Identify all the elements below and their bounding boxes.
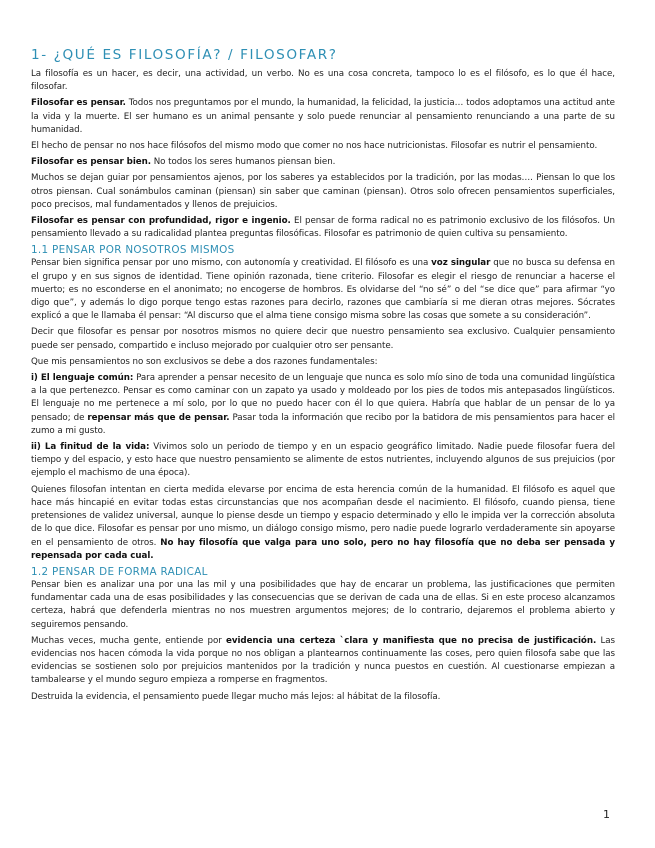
- page-title: 1- ¿QUÉ ES FILOSOFÍA? / FILOSOFAR?: [31, 47, 338, 63]
- paragraph: La filosofía es un hacer, es decir, una actividad, un verbo. No es una cosa concreta, tampoco lo es el filósofo, es lo que él hace, filosofar.: [31, 69, 615, 93]
- paragraph: Pensar bien significa pensar por uno mismo, con autonomía y creatividad. El filósofo es una voz singular que no busca su defensa en el grupo y en sus signos de identidad. Tiene opinión razonada, tiene criterio. Filosofar es elegir el riesgo de renunciar a hacerse el muerto; es no esconderse en el anonimato; no encogerse de hombros. Es olvidarse del “no sé” o del “se dice que” para afirmar “yo digo que”, y además lo digo porque tengo estas razones para decirlo, razones que cambiaría si me dieran otras mejores. Sócrates explicó a que le llamaba él pensar: “Al discurso que el alma tiene consigo misma sobre las cosas que somete a su consideración”.: [31, 258, 615, 322]
- paragraph: Pensar bien es analizar una por una las mil y una posibilidades que hay de encarar un problema, las justificaciones que permiten fundamentar cada una de esas posibilidades y las consecuencias que se derivan de cada una de ellas. Si en este proceso alcanzamos certeza, habrá que defenderla mientras no nos muestren argumentos mejores; de lo contrario, dejaremos el problema abierto y seguiremos pensando.: [31, 579, 615, 630]
- page-number: 1: [603, 808, 610, 821]
- paragraph: i) El lenguaje común: Para aprender a pensar necesito de un lenguaje que nunca es solo mío sino de toda una comunidad lingüística a la que pertenezco. Pensar es como caminar con un zapato ya usado y moldeado por los pies de todos mis antepasados lingüísticos. El lenguaje no me pertenece a mí solo, por lo que no puedo hacer con él lo que quiera. Habría que hablar de un pensar de lo ya pensado; de repensar más que de pensar. Pasar toda la información que recibo por la batidora de mis pensamientos para hacer el zumo a mi gusto.: [31, 373, 615, 436]
- paragraph: Muchos se dejan guiar por pensamientos ajenos, por los saberes ya establecidos por la tradición, por las modas…. Piensan lo que los otros piensan. Cual sonámbulos caminan (piensan) sin saber que caminan (piensan). Otros solo ofrecen pensamientos superficiales, poco precisos, mal fundamentados y llenos de prejuicios.: [31, 173, 615, 210]
- paragraph: Destruida la evidencia, el pensamiento puede llegar mucho más lejos: al hábitat de la filosofía.: [31, 691, 441, 702]
- section-heading: 1.1 PENSAR POR NOSOTROS MISMOS: [31, 244, 235, 257]
- paragraph: Filosofar es pensar con profundidad, rigor e ingenio. El pensar de forma radical no es patrimonio exclusivo de los filósofos. Un pensamiento llevado a su radicalidad plantea preguntas filosóficas. Filosofar es patrimonio de quien cultiva su pensamiento.: [31, 216, 615, 240]
- paragraph: ii) La finitud de la vida: Vivimos solo un periodo de tiempo y en un espacio geográfico limitado. Nadie puede filosofar fuera del tiempo y del espacio, y esto hace que nuestro pensamiento se alimente de estos nutrientes, incluyendo algunos de sus prejuicios (por ejemplo el machismo de una época).: [31, 442, 616, 479]
- paragraph: Decir que filosofar es pensar por nosotros mismos no quiere decir que nuestro pensamiento sea exclusivo. Cualquier pensamiento puede ser pensado, compartido e incluso mejorado por cualquier otro ser pensante.: [31, 327, 615, 351]
- paragraph: Quienes filosofan intentan en cierta medida elevarse por encima de esta herencia común de la humanidad. El filósofo es aquel que hace más hincapié en evitar todas estas circunstancias que nos acompañan desde el nacimiento. El filósofo, cuando piensa, tiene pretensiones de validez universal, aunque lo piense desde un tiempo y espacio determinado y ello le impida ver la corrección absoluta de lo que dice. Filosofar es pensar por uno mismo, un diálogo consigo mismo, pero nadie puede lograrlo verdaderamente sin apoyarse en el pensamiento de otros. No hay filosofía que valga para uno solo, pero no hay filosofía que no deba ser pensada y repensada por cada cual.: [31, 484, 615, 561]
- paragraph: Muchas veces, mucha gente, entiende por evidencia una certeza `clara y manifiesta que no precisa de justificación. Las evidencias nos hacen cómoda la vida porque no nos obligan a plantearnos continuamente las coses, pero quien filosofa sabe que las evidencias se sostienen solo por prejuicios mantenidos por la tradición y nunca puestos en cuestión. Al cuestionarse empiezan a tambalearse y el mundo seguro empieza a romperse en fragmentos.: [31, 635, 616, 686]
- paragraph: Que mis pensamientos no son exclusivos se debe a dos razones fundamentales:: [31, 356, 378, 367]
- paragraph: El hecho de pensar no nos hace filósofos del mismo modo que comer no nos hace nutricionistas. Filosofar es nutrir el pensamiento.: [31, 141, 598, 152]
- paragraph: Filosofar es pensar bien. No todos los seres humanos piensan bien.: [31, 157, 336, 168]
- section-heading: 1.2 PENSAR DE FORMA RADICAL: [31, 565, 208, 578]
- paragraph: Filosofar es pensar. Todos nos preguntamos por el mundo, la humanidad, la felicidad, la justicia… todos adoptamos una actitud ante la vida y la muerte. El ser humano es un animal pensante y solo puede renunciar al pensamiento renunciando a una parte de su humanidad.: [31, 98, 615, 135]
